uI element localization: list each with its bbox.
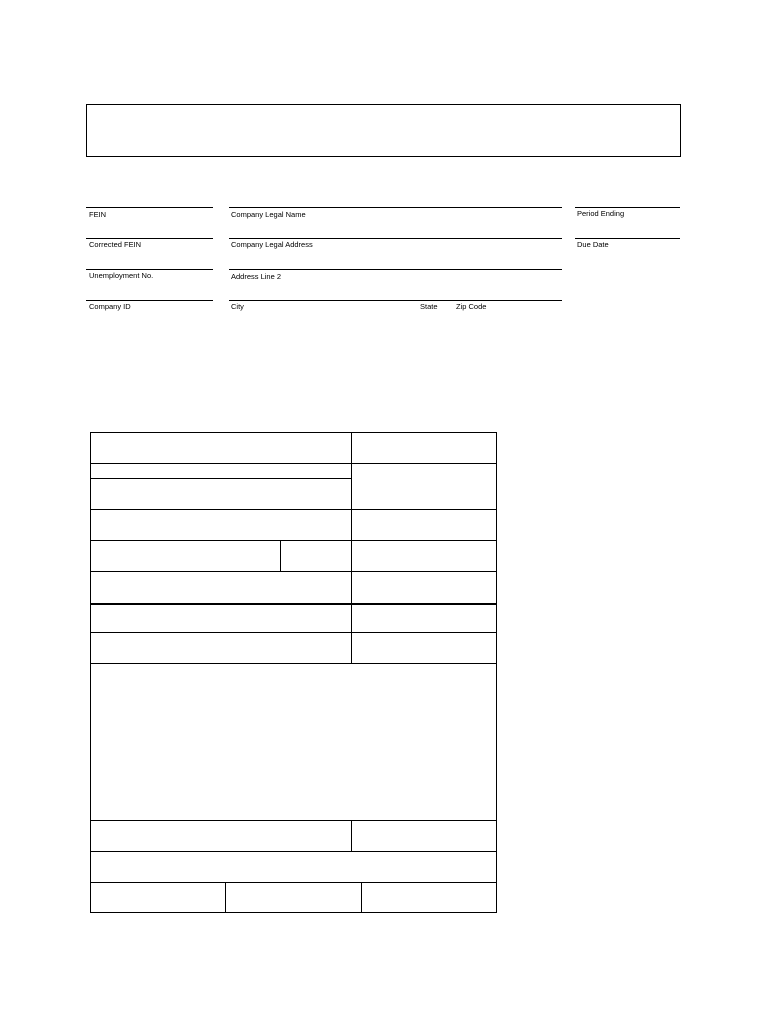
grid-cell-r9-full[interactable]: [90, 851, 497, 883]
grid-cell-r8-left[interactable]: [90, 820, 352, 852]
grid-cell-r6-left[interactable]: [90, 604, 352, 633]
grid-cell-r2-left-top[interactable]: [90, 463, 352, 479]
grid-cell-r4-left-b[interactable]: [280, 540, 352, 572]
grid-cell-r10-b[interactable]: [225, 882, 362, 913]
grid-cell-r4-left-a[interactable]: [90, 540, 281, 572]
grid-cell-r1-right[interactable]: [351, 432, 497, 464]
grid-cell-r10-c[interactable]: [361, 882, 497, 913]
corrected-fein-label: Corrected FEIN: [89, 240, 142, 249]
grid-cell-r6-right[interactable]: [351, 604, 497, 633]
corrected-fein-line[interactable]: [86, 238, 213, 239]
grid-cell-r2-left-bottom[interactable]: [90, 478, 352, 510]
fein-label: FEIN: [89, 210, 107, 219]
company-legal-name-line[interactable]: [229, 207, 562, 208]
grid-cell-r2-right[interactable]: [351, 463, 497, 510]
fein-line[interactable]: [86, 207, 213, 208]
company-id-line[interactable]: [86, 300, 213, 301]
grid-cell-r1-left[interactable]: [90, 432, 352, 464]
address-line-2-label: Address Line 2: [231, 272, 282, 281]
grid-cell-r8-right[interactable]: [351, 820, 497, 852]
city-state-zip-line[interactable]: [229, 300, 562, 301]
unemployment-no-label: Unemployment No.: [89, 271, 154, 280]
zip-code-label: Zip Code: [456, 302, 487, 311]
state-label: State: [420, 302, 438, 311]
header-box: [86, 104, 681, 157]
grid-cell-r3-right[interactable]: [351, 509, 497, 541]
unemployment-no-line[interactable]: [86, 269, 213, 270]
due-date-line[interactable]: [575, 238, 680, 239]
city-label: City: [231, 302, 244, 311]
grid-cell-r5-left[interactable]: [90, 571, 352, 604]
company-legal-name-label: Company Legal Name: [231, 210, 306, 219]
grid-cell-r7-left[interactable]: [90, 632, 352, 664]
grid-cell-r5-right[interactable]: [351, 571, 497, 604]
grid-cell-r3-left[interactable]: [90, 509, 352, 541]
grid-cell-r7-right[interactable]: [351, 632, 497, 664]
period-ending-label: Period Ending: [577, 209, 625, 218]
due-date-label: Due Date: [577, 240, 609, 249]
address-line-2-line[interactable]: [229, 269, 562, 270]
grid-cell-r4-right[interactable]: [351, 540, 497, 572]
company-id-label: Company ID: [89, 302, 131, 311]
company-legal-address-line[interactable]: [229, 238, 562, 239]
company-legal-address-label: Company Legal Address: [231, 240, 313, 249]
period-ending-line[interactable]: [575, 207, 680, 208]
grid-large-block[interactable]: [90, 663, 497, 821]
grid-cell-r10-a[interactable]: [90, 882, 226, 913]
